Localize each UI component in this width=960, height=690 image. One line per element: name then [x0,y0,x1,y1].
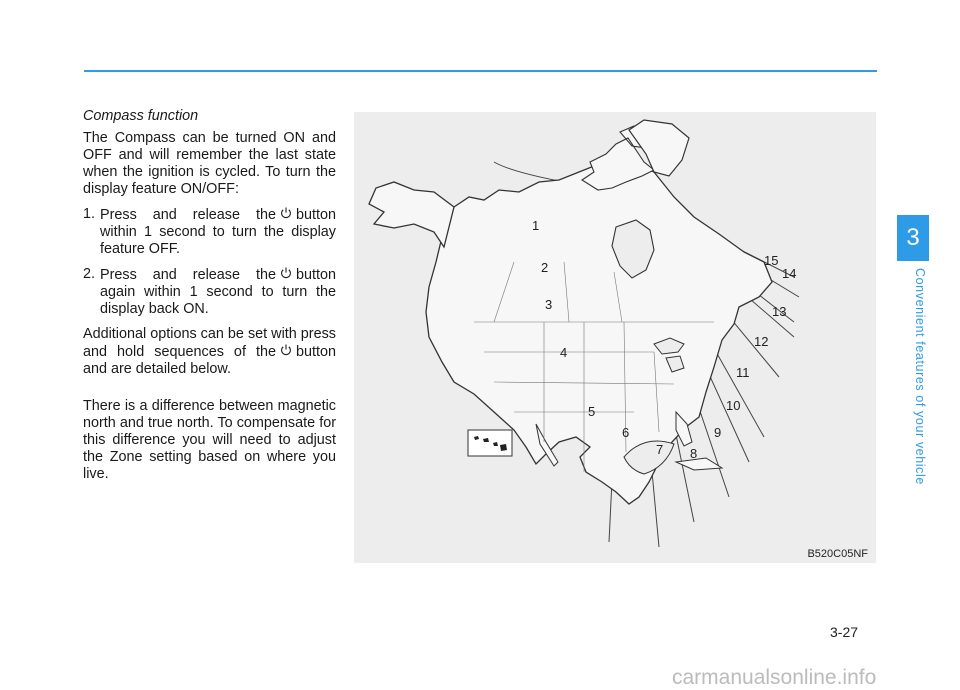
zone-label: 10 [726,398,741,413]
zone-label: 2 [541,260,549,275]
hawaii-inset-frame [468,430,512,456]
step-1 [83,206,336,258]
header-rule [84,70,877,72]
zone-label: 15 [764,253,779,268]
zone-label: 7 [656,442,664,457]
variance-paragraph: There is a difference between magnetic north and true north. To compensate for this difference you will need to adjust the Zone setting based on where you live. [83,398,336,482]
alaska-outline [369,182,454,247]
compass-zone-map-figure [354,112,876,563]
step-number: 1. [83,206,96,222]
step-text: Press and release the button again within 1 second to turn the display back ON. [100,267,336,317]
zone-label: 12 [754,334,769,349]
page-number: 3-27 [830,624,859,640]
step-number: 2. [83,266,96,282]
zone-label: 4 [560,345,568,360]
step-2 [83,266,336,318]
zone-label: 5 [588,404,596,419]
north-america-map [354,112,876,563]
zone-label: 13 [772,304,787,319]
zone-label: 1 [532,218,540,233]
power-button-icon [279,266,293,280]
zone-label: 14 [782,266,797,281]
chapter-title: Convenient features of your vehicle [913,268,927,485]
watermark: carmanualsonline.info [672,666,877,689]
text-column [83,108,336,491]
figure-code: B520C05NF [807,548,868,560]
section-heading: Compass function [83,108,199,124]
intro-paragraph: The Compass can be turned ON and OFF and will remember the last state when the ignition is cycled. To turn the display feature ON/OFF: [83,130,336,197]
additional-options-paragraph: Additional options can be set with press and hold sequences of the button and are detailed below. [83,326,336,377]
zone-label: 6 [622,425,630,440]
chapter-tab: 3 [897,215,929,261]
zone-label: 8 [690,446,698,461]
power-button-icon [279,343,293,357]
zone-label: 11 [736,365,750,380]
zone-label: 3 [545,297,553,312]
step-text: Press and release the button within 1 second to turn the display feature OFF. [100,207,336,257]
power-button-icon [279,206,293,220]
zone-label: 9 [714,425,722,440]
